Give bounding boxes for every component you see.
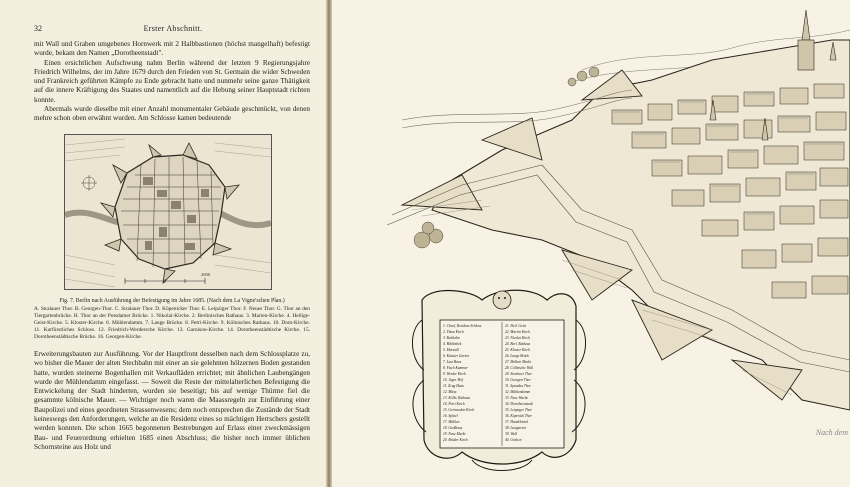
cartouche-legend-entry: 40. Graben [505, 438, 522, 442]
cartouche-legend-entry: 4. Bibliothek [443, 342, 462, 346]
cartouche-legend-entry: 35. Leipziger Thor [505, 408, 532, 412]
cartouche-legend-entry: 28. Cöllnische Wall [505, 366, 534, 370]
cartouche-legend-entry: 25. Kloster Kirch [505, 348, 530, 352]
cartouche-legend-entry: 13. Kölln. Rathaus [443, 396, 470, 400]
cartouche-legend-entry: 14. Petri Kirch [443, 402, 465, 406]
cartouche-legend-entry: 9. Werder Kirch [443, 372, 466, 376]
cartouche-legend-entry: 38. Lustgarten [505, 426, 526, 430]
paragraph: Erweiterungsbauten zur Ausführung. Vor der Hauptfront desselben nach dem Schlossplatze zu, wo bisher die Mauer der alten Stechbahn mit einer an sie gelehnten hölzernen Boden gestanden hatte, wurden steinerne Bogenhallen mit Verkaufläden errichtet; mit ähnlichen Laubengängen wurde der Mühlendamm eingefasst. — Soweit die Reste der mittelalterlichen Befestigung die Entwickelung der Stadt hinderten, wurden sie beseitigt; bis auf wenige Thürme fiel die gesammte kölnische Mauer. — Wichtiger noch waren die Maassregeln zur Einführung einer Baupolizei und eines geordneten Strassenwesens; dem noch entsprechen die Zustände der Stadt keineswegs den Anforderungen, welche an die Residenz eines so mächtigen Herrschers gestellt werden konnten. Die schon 1665 begonnenen Bestrebungen auf Erlass einer zweckmässigen Bau- und Feuerordnung erhielten 1685 einen Abschluss; die bisher noch immer üblichen Schornsteine aus Holz und [34, 350, 310, 451]
body-text-bottom [34, 350, 310, 452]
cartouche-legend-entry: 8. Fisch Kammer [443, 366, 468, 370]
cartouche-legend-entry: 24. Berl. Rathaus [505, 342, 531, 346]
running-head-title: Erster Abschnitt. [143, 24, 203, 33]
cartouche-legend-entry: 18. Gießhaus [443, 426, 463, 430]
cartouche-legend-entry: 3. Reithahn [443, 336, 460, 340]
cartouche-legend-entry: 29. Stralauer Thor [505, 372, 532, 376]
cartouche-legend-entry: 16. Spittel [443, 414, 458, 418]
cartouche-legend-entry: 33. Neue Wache [505, 396, 529, 400]
bird-eye-panorama-engraving [332, 0, 850, 487]
figure-legend: A. Stralauer Thor. B. Georgen-Thor. C. Stralauer Thor. D. Köpenicker Thor. E. Leipziger Thor. F. Neues Thor. G. Thor an den Tiergartenbrücke. H. Thor an der Potsdamer Brücke. 1. Nikolai-Kirche. 2. Berlinisches Rathaus. 3. Marien-Kirche. 4. Heilige-Geist-Kirche. 5. Kloster-Kirche. 6. Mühlendamm. 7. Lange Brücke. 8. Petri-Kirche. 9. Kölnisches Rathaus. 10. Dom-Kirche. 11. Kurfürstliches Schloss. 12. Friedrich-Werdersche Kirche. 13. Garnison-Kirche. 14. Dorotheenstädtische Kirche. 15. Dorotheenstädtische Brücke. 16. Georgen-Kirche. [34, 306, 310, 340]
cartouche-legend-entry: 32. Mühlendamm [505, 390, 531, 394]
cartouche-legend-entry: 30. Georgen Thor [505, 378, 531, 382]
cartouche-legend-entry: 1. Churf. Residenz Schloss [443, 324, 482, 328]
cartouche-legend-entry: 36. Köpenick Thor [505, 414, 532, 418]
cartouche-legend-entry: 39. Wall [505, 432, 517, 436]
cartouche-legend-entry: 23. Nicolai Kirch [505, 336, 530, 340]
scale-label: 2000 [201, 272, 210, 277]
cartouche-legend-entry: 31. Spandau Thor [505, 384, 531, 388]
right-page [332, 0, 850, 487]
paragraph: Abermals wurde dieselbe mit einer Anzahl monumentaler Gebäude geschmückt, von denen mehre schon oben erwähnt wurden. Am Schlosse kamen bedeutende [34, 105, 310, 123]
cartouche-legend-entry: 7. Lust Haus [443, 360, 462, 364]
figure-city-plan [64, 134, 272, 290]
cartouche [412, 290, 585, 470]
left-page [0, 0, 326, 487]
cartouche-legend-entry: 21. Heil. Geist [505, 324, 526, 328]
cartouche-legend-entry: 2. Thum Kirch [443, 330, 464, 334]
cartouche-legend-entry: 17. Mühlen [443, 420, 460, 424]
cartouche-legend-entry: 27. Molken Markt [505, 360, 531, 364]
cartouche-legend-entry: 19. Neue Markt [443, 432, 466, 436]
cartouche-legend-entry: 34. Dorotheenstadt [505, 402, 533, 406]
figure-caption [34, 298, 310, 341]
city-plan-drawing [65, 135, 271, 289]
cartouche-legend-entry: 37. Hundebrück [505, 420, 529, 424]
cartouche-legend-entry: 26. Lange Brück [505, 354, 529, 358]
cartouche-legend-entry: 20. Brüder Kirch [443, 438, 468, 442]
cartouche-legend-entry: 6. Kräuter Garten [443, 354, 470, 358]
cartouche-legend-entry: 22. Marien Kirch [505, 330, 530, 334]
body-text-top [34, 40, 310, 124]
cartouche-legend-entry: 12. Münz [443, 390, 457, 394]
paragraph: Einen ersichtlichen Aufschwung nahm Berlin während der letzten 9 Regierungsjahre Friedrich Wilhelms, der im Jahre 1679 durch den Frieden von St. Germain die wider Schweden und Frankreich geführten Kämpfe zu Ende gebracht hatte und nunmehr seine ganze Thätigkeit auf die innere Kräftigung des Staates und namentlich auf die Hebung seiner Hauptstadt richten konnte. [34, 58, 310, 104]
page-number: 32 [34, 24, 42, 33]
figure-caption-title: Fig. 7. Berlin nach Ausführung der Befestigung im Jahre 1685. (Nach dem La Vigne'schen Plan.) [59, 298, 285, 304]
paragraph: mit Wall und Graben umgebenes Hornwerk mit 2 Halbbastionen (höchst mangelhaft) befestigt wurde, bekam den Namen „Dorotheenstadt". [34, 40, 310, 58]
cartouche-legend-entry: 11. Zeug Haus [443, 384, 464, 388]
cartouche-legend-entry: 10. Jäger Hof [443, 378, 463, 382]
cartouche-legend-entry: 15. Gertrauden Kirch [443, 408, 475, 412]
plate-caption: Nach dem [815, 428, 848, 437]
cartouche-legend-entry: 5. Marstall [443, 348, 459, 352]
